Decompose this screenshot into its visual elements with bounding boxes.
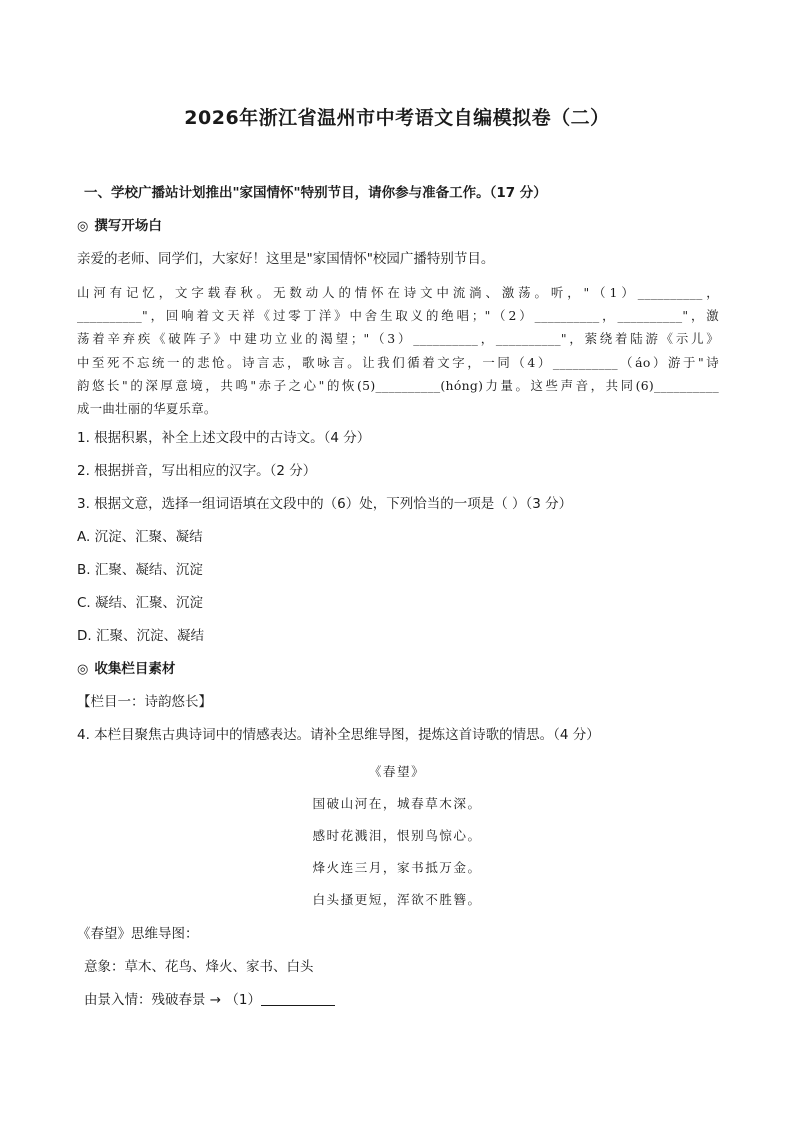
- subsection-compose-opening: [77, 216, 162, 237]
- section-heading: 一、学校广播站计划推出"家国情怀"特别节目，请你参与准备工作。（17 分）: [84, 185, 547, 201]
- passage-line: 荡着辛弃疾《破阵子》中建功立业的渴望；"（3）__________，__________"，萦绕着陆游《示儿》: [77, 331, 719, 347]
- option-b: B. 汇聚、凝结、沉淀: [77, 562, 203, 578]
- greeting-text: 亲爱的老师、同学们，大家好！这里是"家国情怀"校园广播特别节目。: [77, 251, 495, 267]
- option-d: D. 汇聚、沉淀、凝结: [77, 628, 204, 644]
- answer-blank[interactable]: [261, 991, 335, 1006]
- passage-line: 成一曲壮丽的华夏乐章。: [77, 400, 217, 416]
- option-a: A. 沉淀、汇聚、凝结: [77, 529, 203, 545]
- column-one-label: 【栏目一：诗韵悠长】: [77, 694, 212, 710]
- passage: [77, 281, 719, 420]
- mindmap-emotion-text: 由景入情：残破春景 → （1）: [84, 992, 261, 1008]
- option-c: C. 凝结、汇聚、沉淀: [77, 595, 204, 611]
- question-4: 4. 本栏目聚焦古典诗词中的情感表达。请补全思维导图，提炼这首诗歌的情思。（4 分）: [77, 727, 600, 743]
- mindmap-imagery: 意象：草木、花鸟、烽火、家书、白头: [84, 959, 314, 975]
- circle-bullet-icon: ◎: [77, 662, 89, 677]
- passage-line: 韵悠长"的深厚意境，共鸣"赤子之心"的恢(5)__________(hóng)力量。这些声音，共同(6)__________: [77, 377, 719, 393]
- poem-line: 白头搔更短，浑欲不胜簪。: [312, 892, 482, 907]
- passage-line: __________"，回响着文天祥《过零丁洋》中舍生取义的绝唱；"（2）__________，__________"，激: [77, 308, 719, 324]
- poem-line: 国破山河在，城春草木深。: [312, 796, 482, 811]
- page-title: 2026年浙江省温州市中考语文自编模拟卷（二）: [184, 107, 610, 129]
- mindmap-emotion-row: [84, 990, 335, 1010]
- question-1: 1. 根据积累，补全上述文段中的古诗文。（4 分）: [77, 430, 371, 446]
- poem-title: 《春望》: [368, 764, 426, 779]
- passage-line: 中至死不忘统一的悲怆。诗言志，歌咏言。让我们循着文字，一同（4）__________（áo）游于"诗: [77, 354, 719, 370]
- subsection-label: 收集栏目素材: [94, 661, 176, 677]
- subsection-collect-materials: [77, 659, 175, 680]
- poem-line: 烽火连三月，家书抵万金。: [312, 860, 482, 875]
- circle-bullet-icon: ◎: [77, 219, 89, 234]
- subsection-label: 撰写开场白: [94, 218, 162, 234]
- question-2: 2. 根据拼音，写出相应的汉字。（2 分）: [77, 463, 317, 479]
- question-3: 3. 根据文意，选择一组词语填在文段中的（6）处，下列恰当的一项是（ ）（3 分）: [77, 496, 573, 512]
- passage-line: 山河有记忆，文字载春秋。无数动人的情怀在诗文中流淌、激荡。听，"（1）__________，: [77, 285, 719, 300]
- poem-line: 感时花溅泪，恨别鸟惊心。: [312, 828, 482, 843]
- mindmap-title: 《春望》思维导图：: [77, 926, 199, 942]
